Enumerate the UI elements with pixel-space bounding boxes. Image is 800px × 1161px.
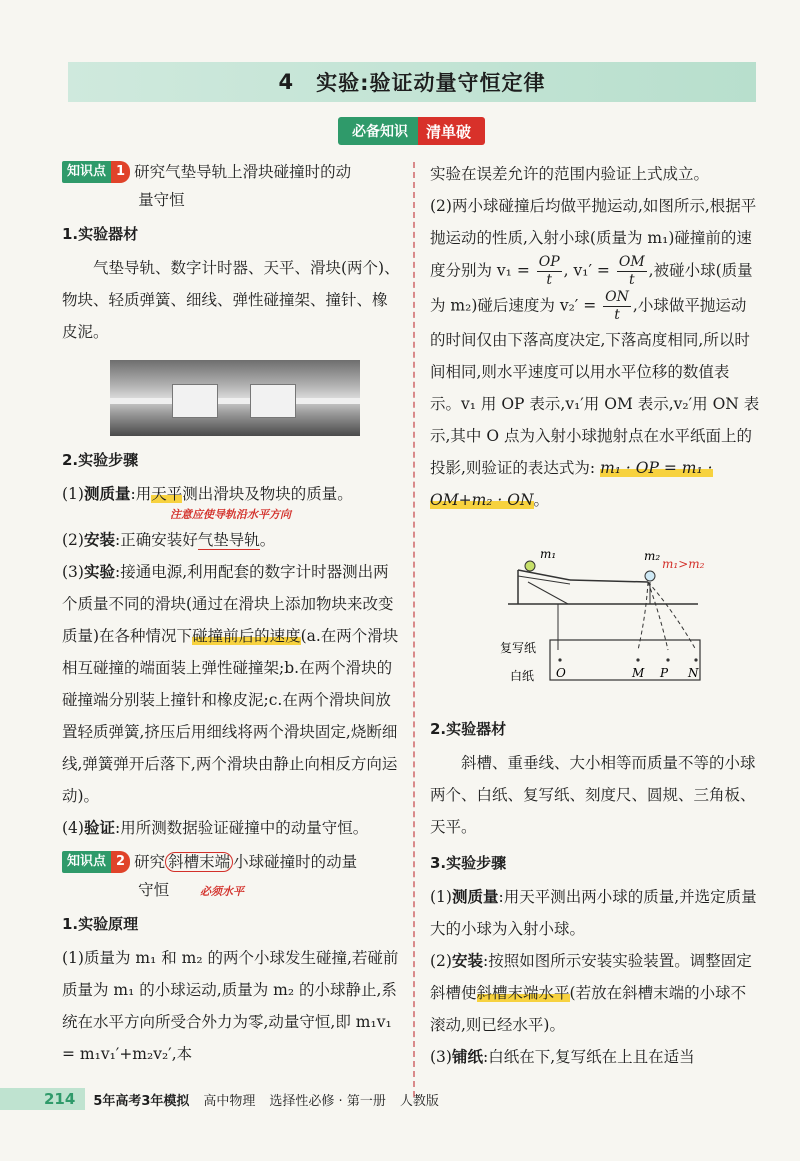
principle-paragraph-1: (1)质量为 m₁ 和 m₂ 的两个小球发生碰撞,若碰前质量为 m₁ 的小球运动,质量为 m₂ 的小球静止,系统在水平方向所受合外力为零,动量守恒,即 m₁v₁ = m₁v₁′+m₂v₂′,本 <box>62 949 399 1063</box>
step2-1-num: (1) <box>430 888 452 906</box>
formula-end: 。 <box>533 491 550 509</box>
step-1-key: 测质量 <box>83 485 131 503</box>
step2-1-key: 测质量 <box>451 888 499 906</box>
step-3-text-a: :接通电源,利用配套的数字计时器测出两个质量不同的滑块(通过在滑块上添加物块来改变质量)在各种情况下 <box>62 563 394 645</box>
fraction-om-t <box>617 254 647 289</box>
label-m2: m₂ <box>644 549 661 563</box>
step-1-text-a: :用 <box>130 485 152 503</box>
right-para-1: 实验在误差允许的范围内验证上式成立。 <box>430 165 710 183</box>
kp2-title-line2: 守恒 <box>138 881 170 899</box>
knowledge-point-2 <box>62 848 402 904</box>
label-white-paper: 白纸 <box>510 669 535 683</box>
footer-subject: 高中物理 <box>203 1093 256 1109</box>
step-4 <box>62 812 402 844</box>
label-m1: m₁ <box>540 547 557 561</box>
ball-m1 <box>525 561 535 571</box>
frac2-num: OM <box>618 254 645 270</box>
label-O: O <box>556 666 566 680</box>
step-2-text-b: 。 <box>259 531 276 549</box>
heading-equipment: 1.实验器材 <box>62 225 139 243</box>
kp2-tag-label: 知识点 <box>62 851 111 873</box>
step-2 <box>62 524 402 556</box>
frac2-den: t <box>628 272 635 288</box>
para-2-text-a: (2)两小球碰撞后均做平抛运动,如图所示,根据平抛运动的性质,入射小球(质量为 m₁)碰撞前的速度分别为 v₁ = <box>430 197 757 280</box>
verification-formula: m₁ · OP = m₁ · OM+m₂ · ON <box>430 459 713 509</box>
step2-1-text: :用天平测出两小球的质量,并选定质量大的小球为入射小球。 <box>430 888 757 938</box>
kp1-tag-num: 1 <box>111 161 130 183</box>
para-2-text-b: v₁′ = <box>573 261 610 280</box>
para-2-text-d: ,小球做平抛运动的时间仅由下落高度决定,下落高度相同,所以时间相同,则水平速度可以用水平位移的数值表示。v₁ 用 OP 表示,v₁′用 OM 表示,v₂′用 ON 表示,其中 O 点为入射小球抛射点在水平纸面上的投影,则验证的表达式为: <box>430 296 760 477</box>
label-N: N <box>688 666 699 680</box>
heading-steps: 2.实验步骤 <box>62 451 139 469</box>
step2-2-highlight: 斜槽末端水平 <box>476 984 570 1002</box>
kp2-title-b: 小球碰撞时的动量 <box>233 853 358 871</box>
step-4-num: (4) <box>62 819 84 837</box>
step-2-text-a: :正确安装好 <box>114 531 198 549</box>
left-column <box>62 158 402 1070</box>
step-1-num: (1) <box>62 485 84 503</box>
step2-2-num: (2) <box>430 952 452 970</box>
step2-3-key: 铺纸 <box>451 1048 483 1066</box>
chapter-number: 4 <box>278 70 295 94</box>
step2-2-text-a: :按照如图所示安装实验装置。调整固定斜槽使 <box>430 952 752 1002</box>
fraction-on-t <box>603 289 631 324</box>
kp2-tag-num: 2 <box>111 851 130 873</box>
column-divider <box>413 162 415 1097</box>
para-2-text-c: ,被碰小球(质量为 m₂)碰后速度为 v₂′ = <box>430 261 753 315</box>
fraction-op-t <box>537 254 562 289</box>
step-2-underline: 气垫导轨 <box>197 531 260 549</box>
ball-m2 <box>645 571 655 581</box>
rail <box>110 398 360 404</box>
frac1-den: t <box>546 272 553 288</box>
label-P: P <box>660 666 669 680</box>
step2-2-text-b: (若放在斜槽末端的小球不滚动,则已经水平)。 <box>430 984 747 1034</box>
collision-apparatus-figure <box>498 530 708 698</box>
step-1-highlight: 天平 <box>151 485 183 503</box>
kp1-tag <box>62 161 130 183</box>
kp1-tag-label: 知识点 <box>62 161 111 183</box>
label-mass-condition: m₁>m₂ <box>662 557 705 571</box>
step-2-num: (2) <box>62 531 84 549</box>
chapter-title: 实验:验证动量守恒定律 <box>316 71 546 95</box>
step-3 <box>62 556 402 812</box>
annotation-must-horizontal: 必须水平 <box>200 885 245 898</box>
step2-3-num: (3) <box>430 1048 452 1066</box>
badge-right: 清单破 <box>418 117 485 145</box>
chapter-banner <box>68 62 756 102</box>
timer-device-1 <box>172 384 218 418</box>
heading-equipment-2: 2.实验器材 <box>430 720 507 738</box>
heading-steps-2: 3.实验步骤 <box>430 854 507 872</box>
kp2-title-circled: 斜槽末端 <box>165 852 233 872</box>
step-4-text: :用所测数据验证碰撞中的动量守恒。 <box>114 819 369 837</box>
footer-brand: 5年高考3年模拟 <box>93 1093 190 1109</box>
step-3-key: 实验 <box>83 563 115 581</box>
step-3-text-b: (a.在两个滑块相互碰撞的端面装上弹性碰撞架;b.在两个滑块的碰撞端分别装上撞针和橡皮泥;c.在两个滑块间放置轻质弹簧,挤压后用细线将两个滑块固定,烧断细线,弹簧弹开后落下,两个滑块由静止向相反方向运动)。 <box>62 627 399 805</box>
step2-3-text: :白纸在下,复写纸在上且在适当 <box>482 1048 695 1066</box>
step-3-highlight: 碰撞前后的速度 <box>192 627 301 645</box>
equipment-text: 气垫导轨、数字计时器、天平、滑块(两个)、物块、轻质弹簧、细线、弹性碰撞架、撞针、橡皮泥。 <box>62 259 400 341</box>
step2-3 <box>430 1041 760 1073</box>
kp1-title-line2: 量守恒 <box>138 191 185 209</box>
air-track-photo <box>110 360 360 436</box>
footer-volume: 选择性必修 · 第一册 <box>269 1093 386 1109</box>
right-column <box>430 158 760 1073</box>
step-2-key: 安装 <box>83 531 115 549</box>
page-footer <box>0 1086 800 1112</box>
step-1-text-b: 测出滑块及物块的质量。 <box>182 485 353 503</box>
step-4-key: 验证 <box>83 819 115 837</box>
step2-1 <box>430 881 760 945</box>
section-badge <box>338 117 485 145</box>
annotation-horizontal: 注意应使导轨沿水平方向 <box>170 508 291 521</box>
footer-edition: 人教版 <box>399 1093 439 1109</box>
kp1-title <box>134 158 351 214</box>
kp2-title <box>134 848 357 904</box>
frac3-num: ON <box>605 289 629 305</box>
badge-left: 必备知识 <box>338 117 418 145</box>
label-M: M <box>632 666 645 680</box>
kp1-title-line1: 研究气垫导轨上滑块碰撞时的动 <box>134 163 352 181</box>
heading-principle: 1.实验原理 <box>62 915 139 933</box>
step2-2-key: 安装 <box>451 952 483 970</box>
kp2-tag <box>62 851 130 873</box>
equipment-2-text: 斜槽、重垂线、大小相等而质量不等的小球两个、白纸、复写纸、刻度尺、圆规、三角板、天平。 <box>430 754 756 836</box>
frac1-num: OP <box>538 254 560 270</box>
page-number: 214 <box>0 1088 85 1110</box>
label-carbon-paper: 复写纸 <box>500 641 537 655</box>
right-para-2: (2)两小球碰撞后均做平抛运动,如图所示,根据平抛运动的性质,入射小球(质量为 m₁)碰撞前的速度分别为 v₁ = $\frac{OP}{t}$ , v₁′ = $\frac{OM}{t}$ ,被碰小球(质量为 m₂)碰后速度为 v₂′ = $\frac{ON}{t}$ ,小球做平抛运动的时间仅由下落高度决定,下落高度相同,所以时间相同,则水平速度可以用水平位移的数值表示。v₁ 用 OP 表示,v₁′用 OM 表示,v₂′用 ON 表示,其中 O 点为入射小球抛射点在水平纸面上的投影,则验证的表达式为: m₁ · OP = m₁ · OM+m₂ · ON。 <box>430 197 760 509</box>
frac3-den: t <box>614 307 620 323</box>
timer-device-2 <box>250 384 296 418</box>
kp2-title-a: 研究 <box>134 853 166 871</box>
step2-2 <box>430 945 760 1041</box>
step-3-num: (3) <box>62 563 84 581</box>
knowledge-point-1 <box>62 158 402 214</box>
